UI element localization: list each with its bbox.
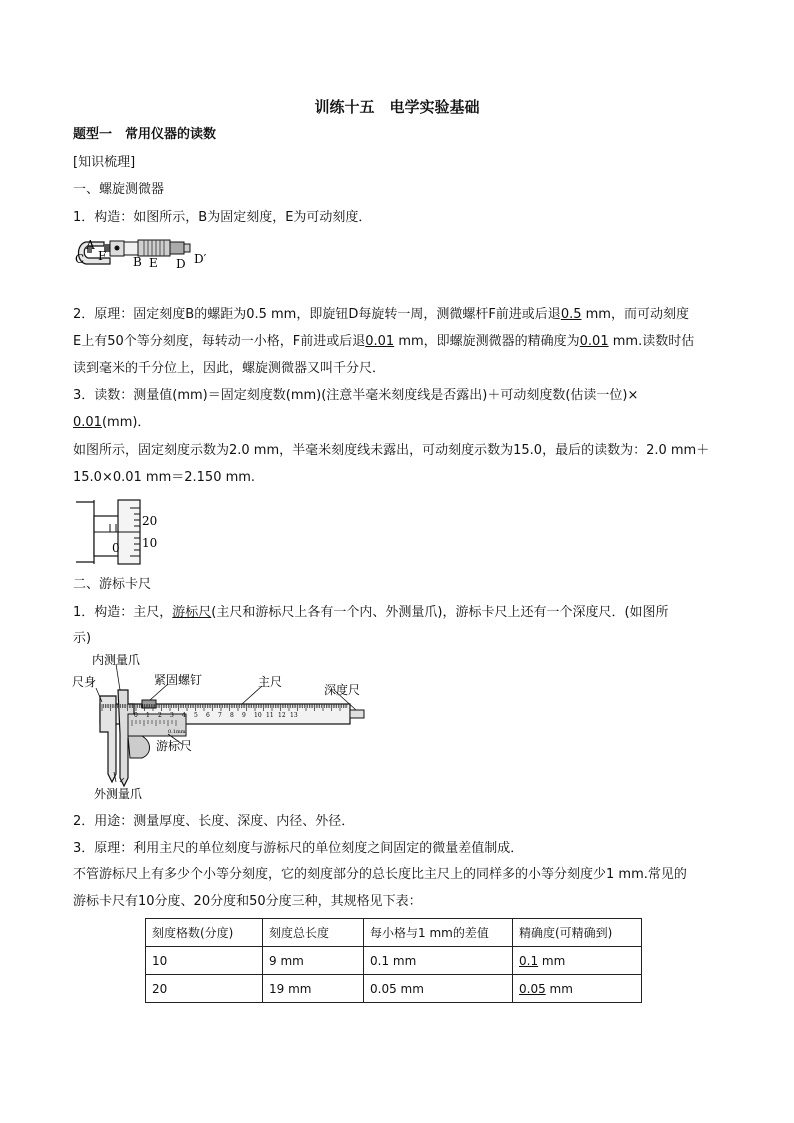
fig3-label-main-scale: 主尺 xyxy=(258,675,283,689)
table-cell: 0.05 mm xyxy=(364,975,513,1003)
vernier-desc-line2: 游标卡尺有10分度、20分度和50分度三种，其规格见下表： xyxy=(73,894,422,909)
main-scale-number: 7 xyxy=(218,712,222,719)
fig1-label-f: F xyxy=(98,249,107,263)
main-scale-number: 5 xyxy=(194,712,198,719)
table-header-row xyxy=(146,919,642,947)
micrometer-figure xyxy=(74,236,214,272)
vernier-structure-line1: 1．构造：主尺，游标尺(主尺和游标尺上各有一个内、外测量爪)，游标卡尺上还有一个深度尺．(如图所 xyxy=(73,605,669,620)
vernier-unit-label: 0.1mm xyxy=(168,729,186,735)
table-cell: 0.1 mm xyxy=(513,947,642,975)
micrometer-example-line1: 如图所示，固定刻度示数为2.0 mm，半毫米刻度线未露出，可动刻度示数为15.0，最后的读数为：2.0 mm＋ xyxy=(73,443,710,458)
section-heading: 题型一 常用仪器的读数 xyxy=(73,127,217,142)
fig3-label-inner-jaw: 内测量爪 xyxy=(92,654,141,667)
main-scale-number: 2 xyxy=(158,712,162,719)
micrometer-principle-line3: 读到毫米的千分位上，因此，螺旋测微器又叫千分尺． xyxy=(73,361,386,376)
vernier-structure-line2: 示) xyxy=(73,631,92,646)
micrometer-structure: 1．构造：如图所示，B为固定刻度，E为可动刻度． xyxy=(73,210,372,225)
fig2-tick-20: 20 xyxy=(142,514,158,528)
micrometer-heading: 一、螺旋测微器 xyxy=(73,182,165,197)
main-scale-number: 8 xyxy=(230,712,234,719)
table-header-cell: 精确度(可精确到) xyxy=(513,919,642,947)
fig1-label-e: E xyxy=(149,256,158,270)
main-scale-number: 4 xyxy=(182,712,186,719)
vernier-desc-line1: 不管游标尺上有多少个小等分刻度，它的刻度部分的总长度比主尺上的同样多的小等分刻度少1 mm.常见的 xyxy=(73,867,687,882)
fig1-label-b: B xyxy=(133,255,142,269)
fig1-label-c: C xyxy=(75,252,85,266)
fig1-label-d: D xyxy=(176,257,186,271)
table-header-cell: 刻度格数(分度) xyxy=(146,919,263,947)
main-scale-number: 9 xyxy=(242,712,246,719)
vernier-caliper-figure xyxy=(72,654,372,802)
main-scale-number: 11 xyxy=(266,712,274,719)
fig1-label-a: A xyxy=(86,238,95,252)
fig2-tick-10: 10 xyxy=(142,536,158,550)
page-title: 训练十五 电学实验基础 xyxy=(314,98,480,116)
table-header-cell: 刻度总长度 xyxy=(263,919,364,947)
micrometer-reading-line1: 3．读数：测量值(mm)＝固定刻度数(mm)(注意半毫米刻度线是否露出)＋可动刻度数(估读一位)× xyxy=(73,388,639,403)
vernier-heading: 二、游标卡尺 xyxy=(73,577,152,592)
knowledge-label: [知识梳理] xyxy=(73,155,136,170)
main-scale-number: 1 xyxy=(146,712,150,719)
vernier-usage: 2．用途：测量厚度、长度、深度、内径、外径． xyxy=(73,814,355,829)
table-cell: 20 xyxy=(146,975,263,1003)
fig3-label-outer-jaw: 外测量爪 xyxy=(94,787,143,801)
fig3-label-body: 尺身 xyxy=(72,675,97,689)
micrometer-example-line2: 15.0×0.01 mm＝2.150 mm. xyxy=(73,470,256,485)
table-cell: 10 xyxy=(146,947,263,975)
table-header-cell: 每小格与1 mm的差值 xyxy=(364,919,513,947)
main-scale-number: 12 xyxy=(278,712,286,719)
fig3-label-vernier: 游标尺 xyxy=(156,739,193,753)
fig3-label-depth: 深度尺 xyxy=(324,683,361,697)
vernier-principle: 3．原理：利用主尺的单位刻度与游标尺的单位刻度之间固定的微量差值制成． xyxy=(73,841,524,856)
main-scale-number: 10 xyxy=(254,712,262,719)
main-scale-number: 13 xyxy=(290,712,298,719)
micrometer-reading-figure xyxy=(74,496,164,566)
table-cell: 0.1 mm xyxy=(364,947,513,975)
table-row xyxy=(146,947,642,975)
main-scale-number: 0 xyxy=(134,712,138,719)
micrometer-principle-line2: E上有50个等分刻度，每转动一小格，F前进或后退0.01 mm，即螺旋测微器的精确度为0.01 mm.读数时估 xyxy=(73,334,695,349)
fig3-label-screw: 紧固螺钉 xyxy=(154,673,203,687)
main-scale-number: 3 xyxy=(170,712,174,719)
table-row xyxy=(146,975,642,1003)
table-cell: 9 mm xyxy=(263,947,364,975)
micrometer-reading-line2: 0.01(mm)． xyxy=(73,415,151,430)
fig2-tick-0: 0 xyxy=(112,541,120,555)
vernier-spec-table xyxy=(145,918,642,1003)
micrometer-principle-line1: 2．原理：固定刻度B的螺距为0.5 mm，即旋钮D每旋转一周，测微螺杆F前进或后退0.5 mm，而可动刻度 xyxy=(73,307,689,322)
main-scale-number: 6 xyxy=(206,712,210,719)
fig1-label-d-prime: D′ xyxy=(194,252,207,266)
table-cell: 19 mm xyxy=(263,975,364,1003)
table-cell: 0.05 mm xyxy=(513,975,642,1003)
